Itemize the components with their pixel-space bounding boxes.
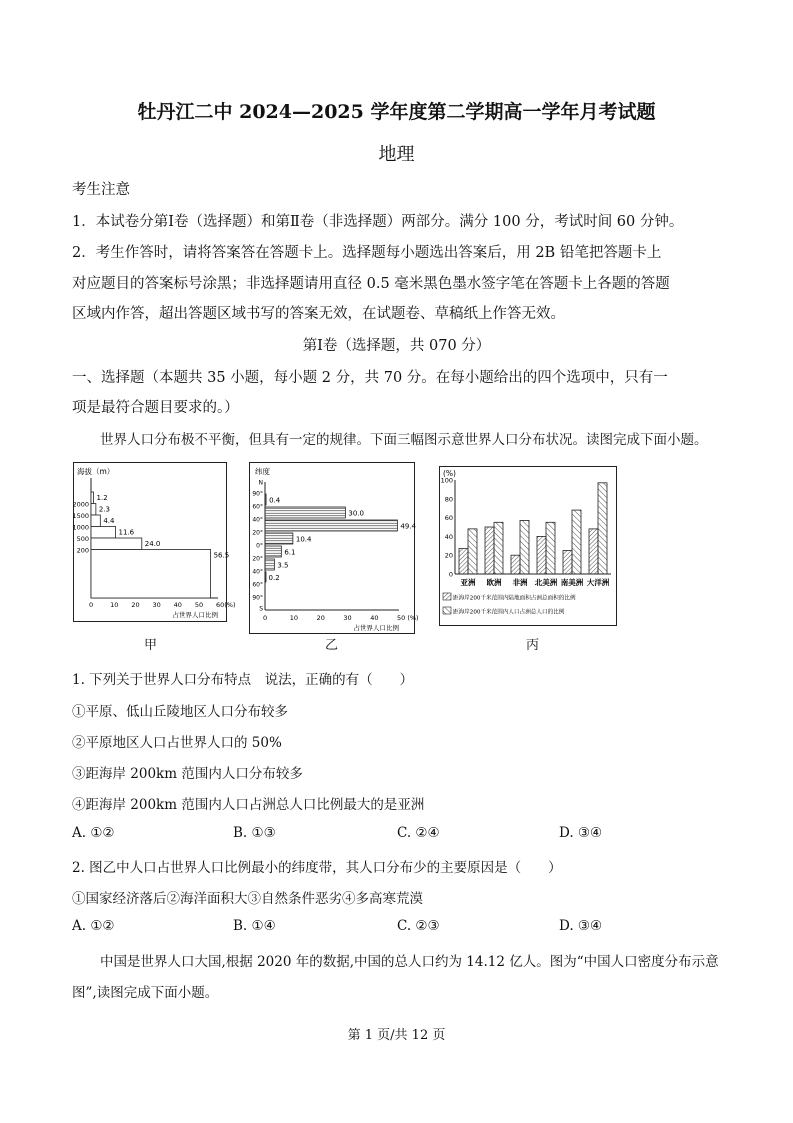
bar-population xyxy=(546,522,555,574)
q2-stem: 2. 图乙中人口占世界人口比例最小的纬度带，其人口分布少的主要原因是（ ） xyxy=(72,860,562,876)
x-tick-label: 10 xyxy=(289,614,299,622)
bar xyxy=(265,559,274,570)
bar xyxy=(91,515,100,527)
data-label: 0.4 xyxy=(269,496,281,505)
bar-population xyxy=(468,529,477,574)
data-label: 56.5 xyxy=(213,551,230,560)
q1-statement-1: ①平原、低山丘陵地区人口分布较多 xyxy=(72,704,288,720)
part1-heading: 第Ⅰ卷（选择题，共 070 分） xyxy=(302,338,491,354)
x-tick-label: 10 xyxy=(110,601,119,609)
y-tick-label: 80 xyxy=(444,495,453,504)
passage2-line-1: 中国是世界人口大国,根据 2020 年的数据,中国的总人口约为 14.12 亿人。图为“中国人口密度分布示意 xyxy=(100,954,719,970)
x-tick-label: 30 xyxy=(152,601,161,609)
y-tick-label: 1500 xyxy=(72,512,89,520)
q2-option-b[interactable]: B. ①④ xyxy=(233,918,276,934)
y-tick-label: 0 xyxy=(448,570,453,579)
y-tick-label: 0° xyxy=(256,542,263,550)
data-label: 30.0 xyxy=(348,509,364,518)
q1-statement-4: ④距海岸 200km 范围内人口占洲总人口比例最大的是亚洲 xyxy=(72,797,425,813)
chart-altitude-ylabel: 海拔（m） xyxy=(77,467,115,476)
data-label: 4.4 xyxy=(103,517,115,525)
y-tick-label: 60° xyxy=(252,581,263,589)
data-label: 49.4 xyxy=(400,522,416,531)
caption-yi: 乙 xyxy=(325,638,339,653)
q1-option-a[interactable]: A. ①② xyxy=(72,825,115,841)
data-label: 10.4 xyxy=(295,535,312,544)
x-tick-label: 50 (%) xyxy=(397,614,419,622)
caption-jia: 甲 xyxy=(144,638,158,653)
section-instruction-line-2: 项是最符合题目要求的。） xyxy=(72,400,239,416)
bar xyxy=(265,533,293,544)
bar-land-area xyxy=(563,551,572,575)
chart-latitude-ylabel: 纬度 xyxy=(255,467,270,476)
legend-label-land: 距海岸200千米范围内陆地面积占洲总面积的比例 xyxy=(453,595,576,602)
y-tick-label: 100 xyxy=(440,476,453,485)
bar xyxy=(91,527,116,539)
data-label: 11.6 xyxy=(118,528,135,537)
bar-land-area xyxy=(511,555,520,574)
x-axis-label: 占世界人口比例 xyxy=(172,611,218,619)
x-tick-label: 亚洲 xyxy=(460,578,476,587)
exam-title: 牡丹江二中 2024—2025 学年度第二学期高一学年月考试题 xyxy=(137,101,656,123)
y-tick-label: S xyxy=(259,605,263,613)
chart-latitude xyxy=(249,462,419,634)
y-tick-label: 40° xyxy=(252,516,263,524)
bar-population xyxy=(598,483,607,574)
legend-swatch-land xyxy=(443,593,451,600)
notice-heading: 考生注意 xyxy=(72,182,130,198)
x-tick-label: 南美洲 xyxy=(560,578,584,587)
x-tick-label: 50 xyxy=(194,601,204,609)
q1-statement-3: ③距海岸 200km 范围内人口分布较多 xyxy=(72,766,303,782)
caption-bing: 丙 xyxy=(526,638,540,653)
bar-population xyxy=(572,510,581,574)
y-tick-label: 60 xyxy=(444,514,453,523)
exam-subject: 地理 xyxy=(378,144,415,165)
bar xyxy=(265,494,266,505)
data-label: 0.2 xyxy=(268,574,280,582)
notice-item-1: 1．本试卷分第Ⅰ卷（选择题）和第Ⅱ卷（非选择题）两部分。满分 100 分，考试时间 60 分钟。 xyxy=(72,214,684,230)
x-tick-label: 30 xyxy=(343,614,352,622)
bar xyxy=(265,572,266,582)
x-tick-label: 大洋洲 xyxy=(586,578,610,587)
y-tick-label: 20° xyxy=(252,555,263,563)
q1-statement-2: ②平原地区人口占世界人口的 50% xyxy=(72,735,282,751)
bar-land-area xyxy=(537,536,546,574)
bar xyxy=(91,550,211,599)
y-tick-label: 20 xyxy=(444,551,453,560)
q1-option-c[interactable]: C. ②④ xyxy=(397,825,440,841)
data-label: 1.2 xyxy=(96,494,108,502)
passage2-line-2: 图”,读图完成下面小题。 xyxy=(72,985,219,1001)
chart-altitude xyxy=(72,462,236,622)
data-label: 2.3 xyxy=(98,505,111,514)
data-label: 6.1 xyxy=(284,548,296,557)
x-tick-label: 40 xyxy=(173,601,182,609)
x-tick-label: 20 xyxy=(316,614,325,622)
page-footer: 第 1 页/共 12 页 xyxy=(347,1028,446,1043)
notice-item-2-line-1: 2．考生作答时，请将答案答在答题卡上。选择题每小题选出答案后，用 2B 铅笔把答题卡上 xyxy=(72,245,662,261)
notice-item-2-line-3: 区域内作答，超出答题区域书写的答案无效，在试题卷、草稿纸上作答无效。 xyxy=(72,306,565,322)
bar xyxy=(91,492,94,504)
section-instruction-line-1: 一、选择题（本题共 35 小题，每小题 2 分，共 70 分。在每小题给出的四个选项中，只有一 xyxy=(72,370,668,386)
bar xyxy=(91,504,96,516)
chart-coastal-ylabel: (%) xyxy=(443,469,456,478)
bar xyxy=(265,546,281,557)
y-tick-label: 90° xyxy=(252,490,263,498)
x-tick-label: 0 xyxy=(263,614,268,622)
y-tick-label: 40° xyxy=(252,568,263,576)
bar xyxy=(265,507,345,518)
y-tick-label: 20° xyxy=(252,529,263,537)
x-tick-label: 0 xyxy=(89,601,94,609)
bar-population xyxy=(494,522,503,574)
x-axis-label: 占世界人口比例 xyxy=(353,624,399,632)
bar xyxy=(91,538,142,550)
x-tick-label: 非洲 xyxy=(512,578,528,587)
passage-intro: 世界人口分布极不平衡，但具有一定的规律。下面三幅图示意世界人口分布状况。读图完成下面小题。 xyxy=(100,432,708,448)
x-tick-label: 40 xyxy=(370,614,379,622)
y-tick-label: 1000 xyxy=(72,523,89,532)
legend-swatch-population xyxy=(443,607,451,614)
y-tick-label: 2000 xyxy=(72,500,89,509)
notice-item-2-line-2: 对应题目的答案标号涂黑；非选择题请用直径 0.5 毫米黑色墨水签字笔在答题卡上各题的答题 xyxy=(72,276,670,292)
x-tick-label: 欧洲 xyxy=(486,578,502,587)
q2-option-a[interactable]: A. ①② xyxy=(72,918,115,934)
bar-population xyxy=(520,520,529,574)
x-tick-label: 60(%) xyxy=(216,601,236,609)
chart-coastal xyxy=(439,466,617,626)
y-tick-label: 60° xyxy=(252,503,263,511)
q1-option-d[interactable]: D. ③④ xyxy=(559,825,603,841)
bar xyxy=(265,520,397,531)
y-tick-label: 90° xyxy=(252,594,263,602)
x-tick-label: 20 xyxy=(131,601,140,609)
q2-statements: ①国家经济落后②海洋面积大③自然条件恶劣④多高寒荒漠 xyxy=(72,891,423,907)
bar-land-area xyxy=(459,549,468,574)
data-label: 3.5 xyxy=(277,561,289,570)
q1-option-b[interactable]: B. ①③ xyxy=(233,825,276,841)
y-tick-label: 40 xyxy=(444,532,453,541)
q2-option-c[interactable]: C. ②③ xyxy=(397,918,440,934)
y-tick-label: 200 xyxy=(76,546,89,555)
q1-stem: 1. 下列关于世界人口分布特点 说法，正确的有（ ） xyxy=(72,672,414,688)
data-label: 24.0 xyxy=(144,540,161,548)
y-tick-label: 500 xyxy=(76,535,89,543)
y-tick-label: N xyxy=(258,479,263,487)
q2-option-d[interactable]: D. ③④ xyxy=(559,918,603,934)
x-tick-label: 北美洲 xyxy=(534,578,558,587)
bar-land-area xyxy=(589,529,598,574)
bar-land-area xyxy=(485,527,494,574)
legend-label-population: 距海岸200千米范围内人口占洲总人口的比例 xyxy=(453,609,565,616)
